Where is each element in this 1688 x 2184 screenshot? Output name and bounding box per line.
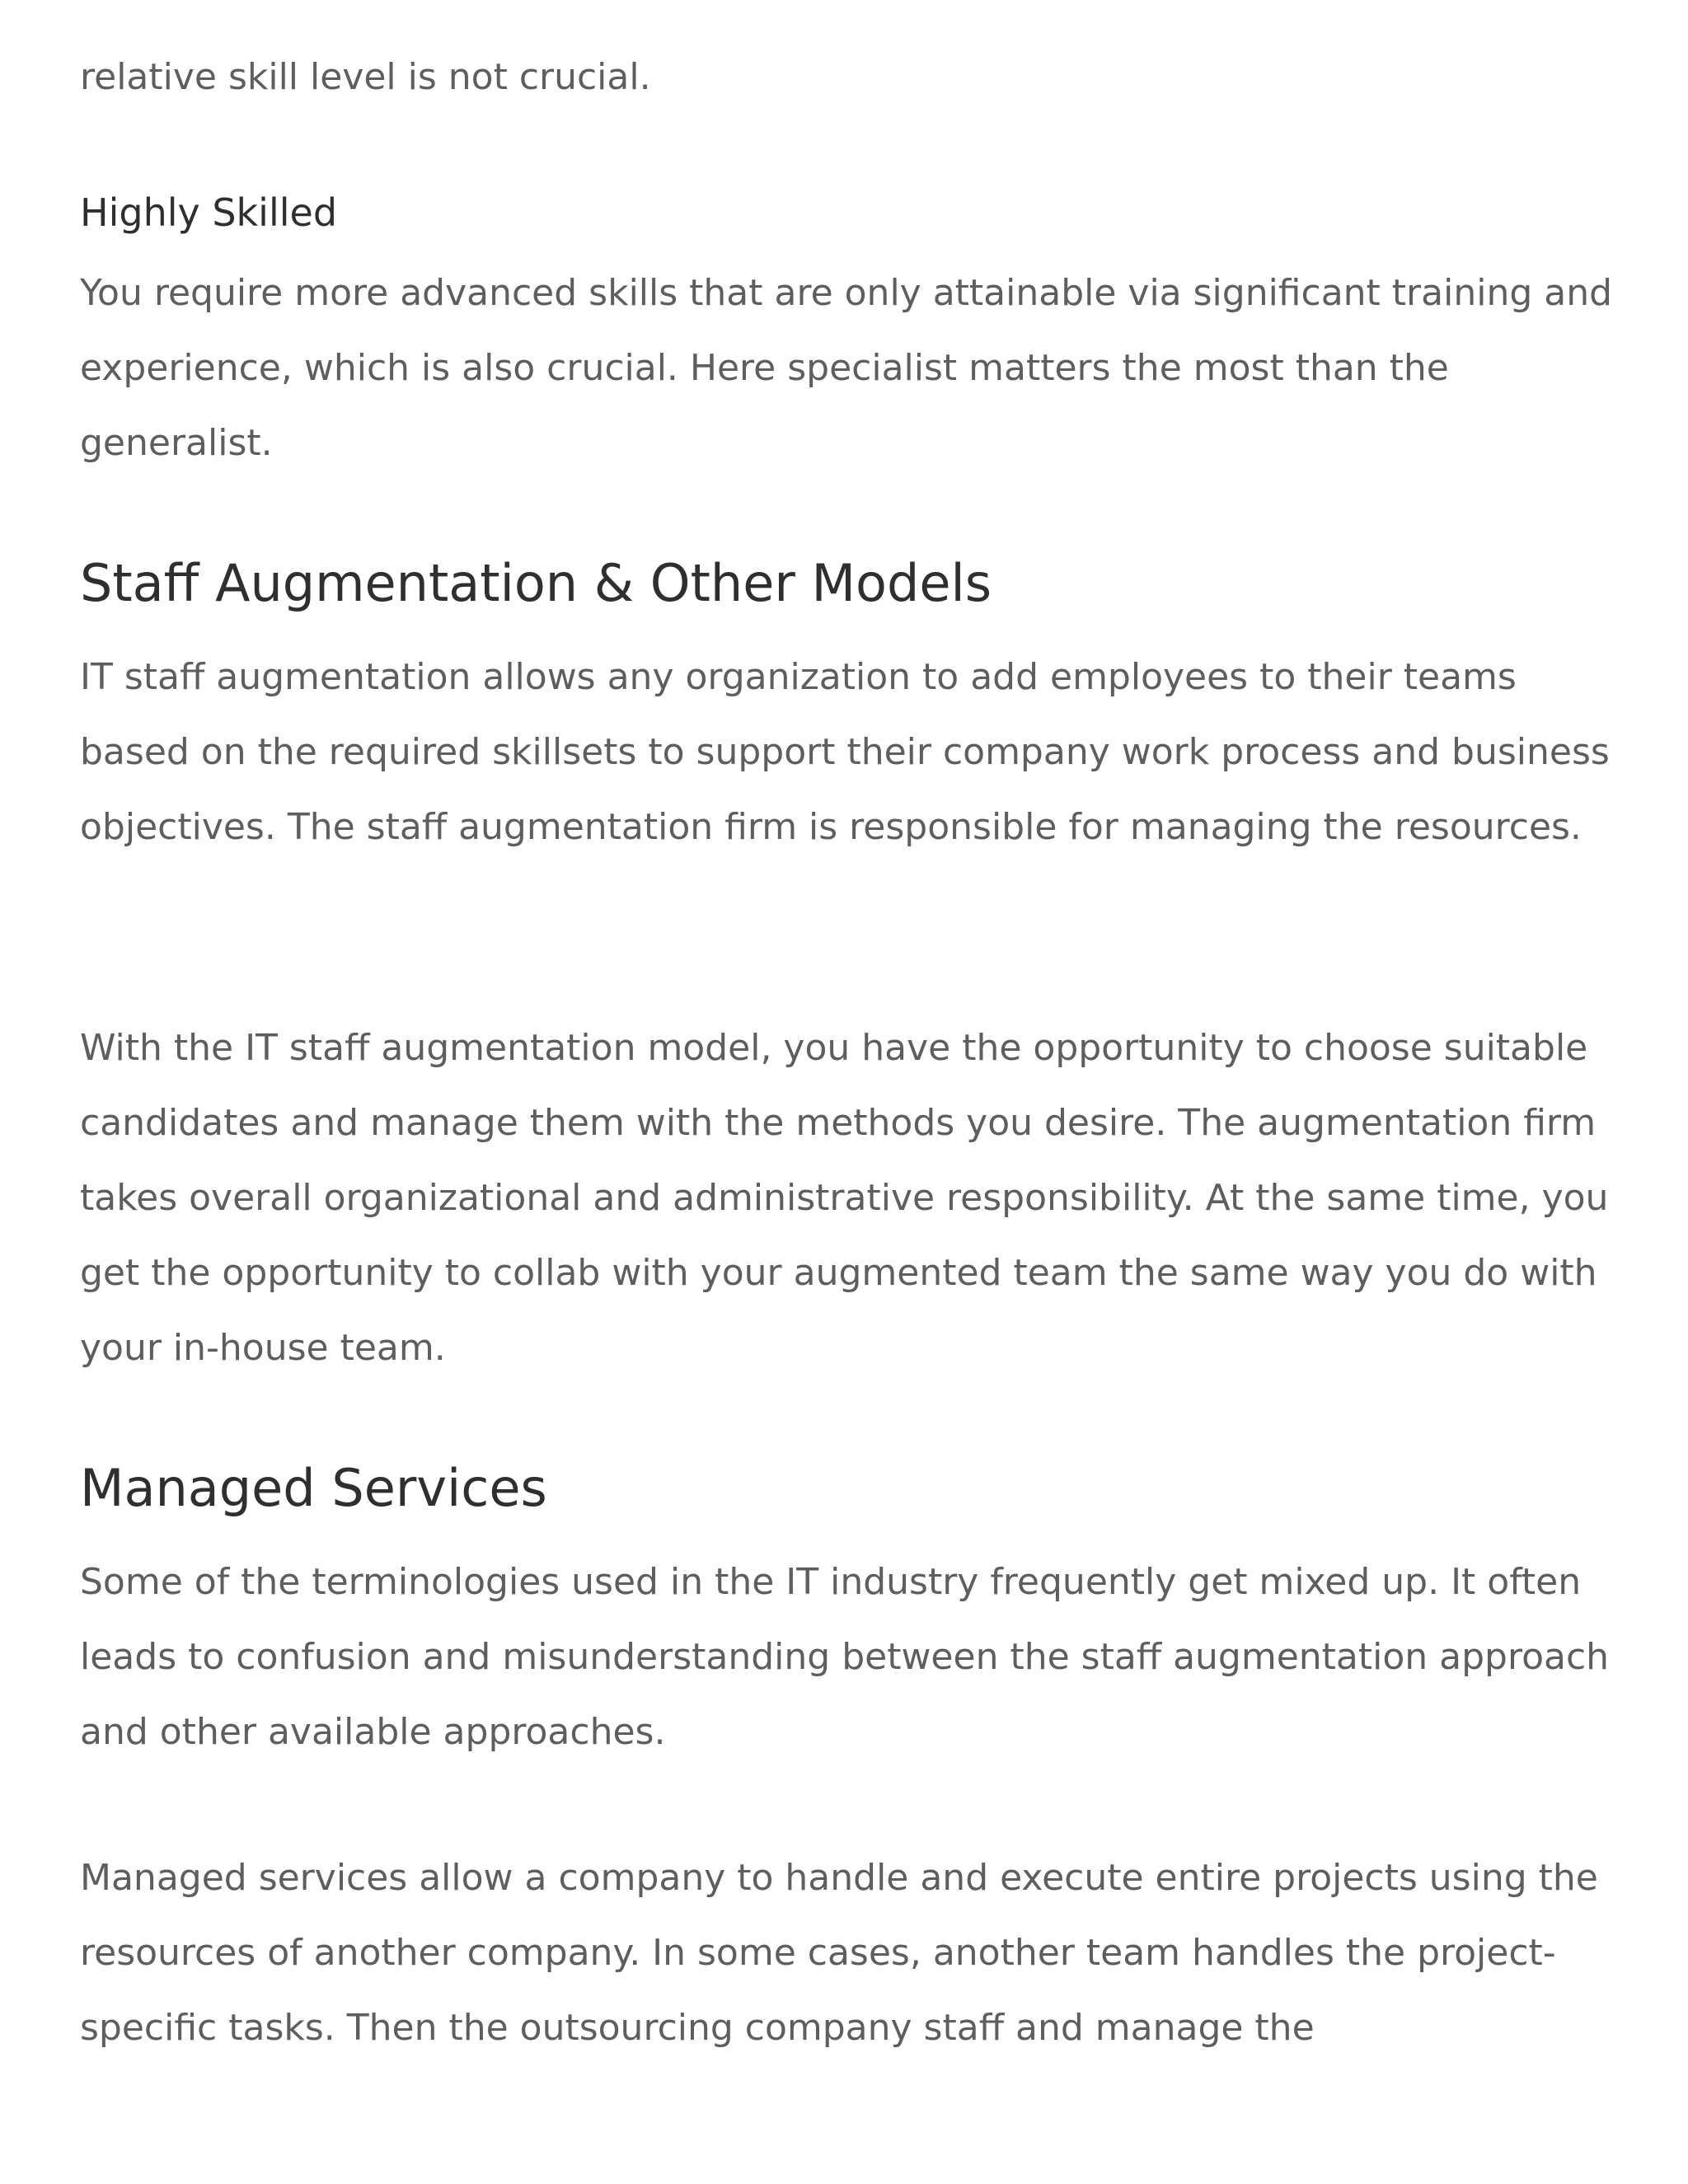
highly-skilled-heading: Highly Skilled [80, 190, 338, 235]
staff-augmentation-heading: Staff Augmentation & Other Models [80, 553, 992, 613]
managed-services-paragraph-2: Managed services allow a company to handle and execute entire projects using the resources of another company. In some cases, another team handles the project-specific tasks. Then the outsourcing company staff and manage the [80, 1857, 1598, 2049]
staff-augmentation-paragraph-2: With the IT staff augmentation model, you have the opportunity to choose suitable candidates and manage them with the methods you desire. The augmentation firm takes overall organizational and administrative responsibility. At the same time, you get the opportunity to collab with your augmented team the same way you do with your in-house team. [80, 1027, 1609, 1369]
staff-augmentation-paragraph-1: IT staff augmentation allows any organization to add employees to their teams based on the required skillsets to support their company work process and business objectives. The staff augmentation firm is responsible for managing the resources. [80, 656, 1610, 848]
managed-services-paragraph-1: Some of the terminologies used in the IT industry frequently get mixed up. It often leads to confusion and misunderstanding between the staff augmentation approach and other available approaches. [80, 1561, 1610, 1753]
managed-services-heading: Managed Services [80, 1458, 547, 1518]
highly-skilled-paragraph: You require more advanced skills that are only attainable via significant training and experience, which is also crucial. Here specialist matters the most than the generalist. [80, 272, 1613, 464]
intro-tail-text: relative skill level is not crucial. [80, 56, 651, 98]
